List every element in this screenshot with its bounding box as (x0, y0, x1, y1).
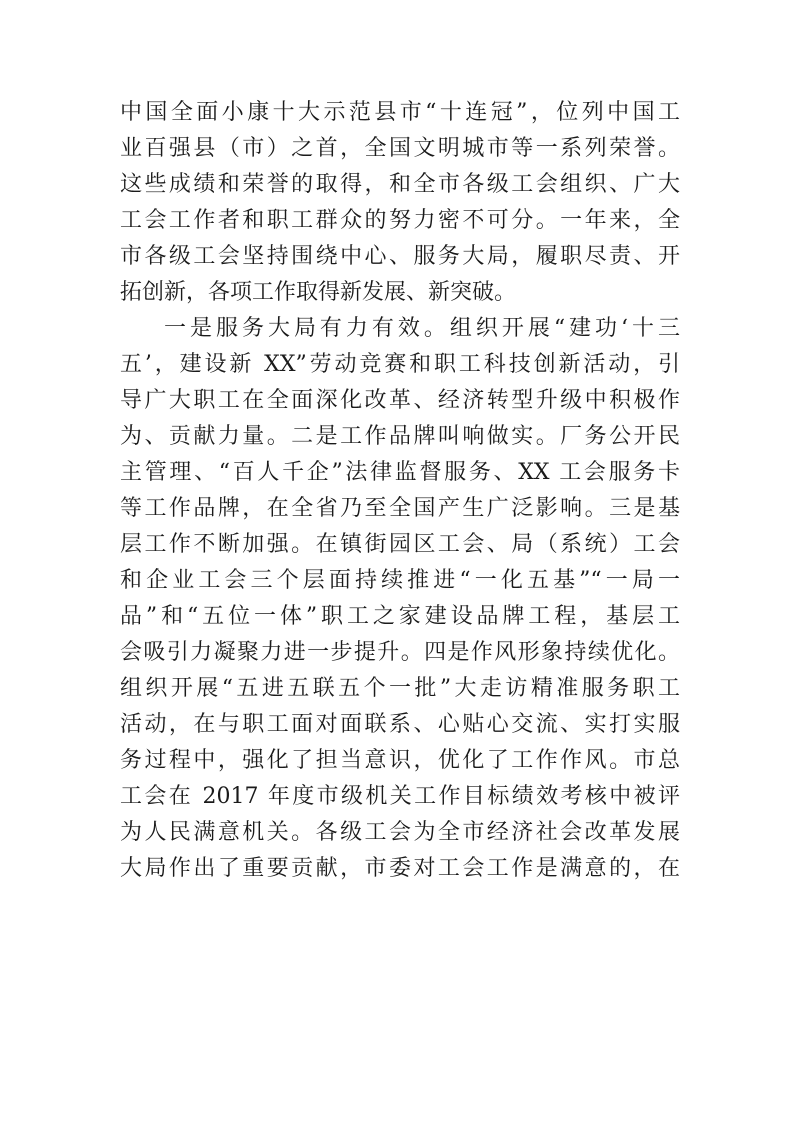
text-line: 品”和“五位一体”职工之家建设品牌工程，基层工 (120, 604, 680, 629)
body-text (120, 95, 680, 887)
text-line: 业百强县（市）之首，全国文明城市等一系列荣誉。 (120, 136, 680, 161)
text-line: 和企业工会三个层面持续推进“一化五基”“一局一 (120, 568, 680, 593)
text-line: 务过程中，强化了担当意识，优化了工作作风。市总 (120, 748, 680, 773)
text-line: 为人民满意机关。各级工会为全市经济社会改革发展 (120, 820, 680, 845)
text-line: 工会工作者和职工群众的努力密不可分。一年来，全 (120, 208, 680, 233)
text-line: 组织开展“五进五联五个一批”大走访精准服务职工 (120, 676, 680, 701)
text-line: 五’，建设新 XX”劳动竞赛和职工科技创新活动，引 (120, 352, 680, 377)
text-line: 导广大职工在全面深化改革、经济转型升级中积极作 (120, 388, 680, 413)
text-line: 层工作不断加强。在镇街园区工会、局（系统）工会 (120, 532, 680, 557)
text-line: 工会在 2017 年度市级机关工作目标绩效考核中被评 (120, 784, 680, 809)
text-line: 拓创新，各项工作取得新发展、新突破。 (120, 280, 517, 305)
text-line: 等工作品牌，在全省乃至全国产生广泛影响。三是基 (120, 496, 680, 521)
text-line: 市各级工会坚持围绕中心、服务大局，履职尽责、开 (120, 244, 680, 269)
paragraph-first-line: 一是服务大局有力有效。组织开展“建功‘十三 (164, 316, 680, 341)
text-line: 会吸引力凝聚力进一步提升。四是作风形象持续优化。 (120, 640, 680, 665)
text-line: 中国全面小康十大示范县市“十连冠”，位列中国工 (120, 100, 680, 125)
text-line: 活动，在与职工面对面联系、心贴心交流、实打实服 (120, 712, 680, 737)
text-line: 为、贡献力量。二是工作品牌叫响做实。厂务公开民 (120, 424, 680, 449)
text-line: 大局作出了重要贡献，市委对工会工作是满意的，在 (120, 856, 680, 881)
text-line: 主管理、“百人千企”法律监督服务、XX 工会服务卡 (120, 460, 680, 485)
text-line: 这些成绩和荣誉的取得，和全市各级工会组织、广大 (120, 172, 680, 197)
